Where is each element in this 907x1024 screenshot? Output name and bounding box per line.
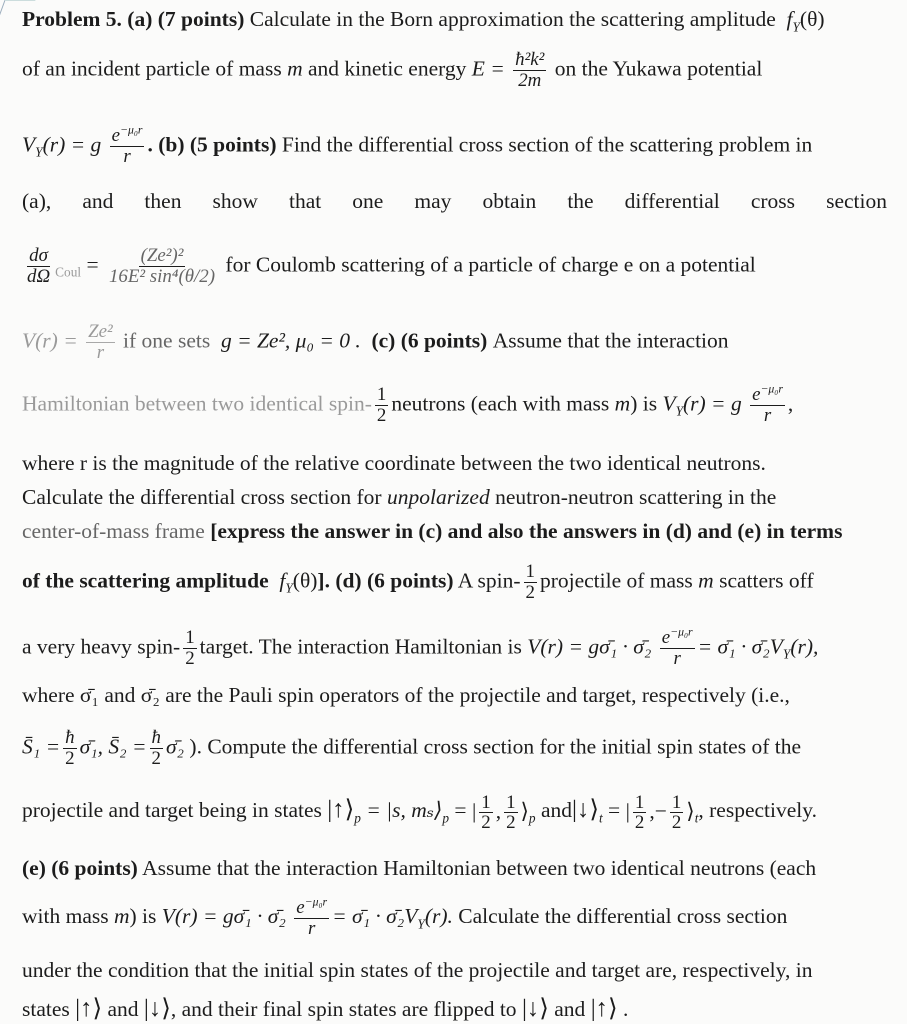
line5-text: for Coulomb scattering of a particle of charge e on a potential	[225, 252, 756, 277]
line13-text: where σ̄₁ and σ̄₂ are the Pauli spin operators of the projectile and target, respectively (i.e.,	[22, 683, 790, 707]
sub-p: p	[354, 810, 361, 826]
line18-text: under the condition that the initial spin states of the projectile and target are, respectively, in	[22, 958, 813, 982]
exp-sup: −μ₀r	[304, 895, 328, 909]
line6-v: V(r) =	[22, 328, 78, 353]
line2-c: on the Yukawa potential	[554, 56, 763, 81]
line7-a: Hamiltonian between two identical spin-	[22, 391, 372, 416]
line12-a: a very heavy spin-	[22, 634, 181, 659]
ket-sm: = |s, mₛ⟩	[366, 798, 443, 822]
word: show	[212, 189, 258, 213]
hbar-den: 2	[151, 747, 161, 769]
v-sub: Y	[35, 144, 43, 160]
line17-e: Calculate the differential cross section	[458, 904, 788, 928]
exp-base: e	[111, 125, 121, 146]
ket-half-half: | $\frac{1}{2}$ , $\frac{1}{2}$ ⟩	[471, 791, 529, 834]
dsigma-fraction	[25, 246, 52, 287]
line-6	[22, 322, 887, 363]
half-num: 1	[185, 627, 195, 648]
half-den: 2	[481, 812, 491, 834]
line17-v: V(r) = gσ̄₁ · σ̄₂	[161, 904, 286, 928]
line6-den: r	[96, 341, 105, 363]
f-symbol: f	[279, 568, 286, 593]
part-c-label: (c) (6 points)	[371, 328, 488, 353]
ket-half-minus-half: | $\frac{1}{2}$ ,− $\frac{1}{2}$ ⟩	[625, 791, 695, 834]
ket-up: |↑⟩	[327, 796, 355, 823]
half-den: 2	[634, 812, 645, 834]
yukawa-fraction	[660, 625, 695, 669]
sub-p: p	[442, 810, 450, 826]
line19-e: .	[623, 997, 629, 1021]
hbar-num: ħ	[65, 727, 75, 748]
exp-sup: −μ₀r	[760, 382, 783, 396]
part-e-label: (e) (6 points)	[22, 856, 138, 880]
theta-arg: (θ)	[292, 568, 318, 593]
mass-m: m	[287, 56, 303, 81]
exp-base: e	[661, 627, 671, 648]
line-2	[22, 50, 887, 91]
exp-den: r	[307, 917, 316, 939]
s1-lhs: S̄₁ =	[22, 734, 61, 759]
line6-num: Ze²	[88, 321, 113, 342]
half-fraction	[183, 628, 196, 669]
line7-c: ) is	[630, 391, 658, 416]
line11-b: ]. (d) (6 points)	[317, 568, 454, 593]
line7-b: neutrons (each with mass	[391, 391, 610, 416]
exp-sup: −μ₀r	[670, 625, 693, 639]
line12-v: V(r) = gσ̄₁ · σ̄₂	[527, 634, 652, 659]
dsigma-num: dσ	[29, 245, 48, 266]
half-den: 2	[506, 812, 516, 834]
half-den: 2	[525, 581, 535, 603]
word: obtain	[482, 189, 537, 213]
energy-eq: E =	[471, 56, 505, 81]
line11-e: scatters off	[719, 568, 814, 593]
exp-den: r	[123, 145, 131, 167]
line14-b: ). Compute the differential cross section for the initial spin states of the	[189, 734, 802, 759]
s2-lhs: σ̄₁, S̄₂ =	[79, 734, 147, 759]
line-1	[22, 6, 887, 35]
coulomb-fraction	[107, 246, 217, 287]
line16-text: Assume that the interaction Hamiltonian between two identical neutrons (each	[142, 856, 817, 880]
hbar-half-fraction	[150, 728, 163, 769]
line-10	[22, 518, 887, 544]
hbar-num: ħ	[151, 727, 161, 748]
coulomb-den: 16E² sin⁴(θ/2)	[108, 265, 216, 287]
mass-m: m	[113, 904, 130, 928]
sub-t: t	[598, 810, 603, 826]
line-4	[22, 188, 887, 214]
line-17	[22, 896, 887, 938]
yukawa-fraction	[294, 895, 329, 939]
line15-b: , respectively.	[698, 798, 817, 822]
word: and	[82, 189, 114, 213]
line-19	[22, 996, 887, 1022]
line15-and: and	[540, 798, 573, 822]
line2-a: of an incident particle of mass	[22, 56, 282, 81]
part-b-text: Find the differential cross section of the scattering problem in	[281, 132, 813, 157]
yukawa-fraction	[110, 123, 145, 167]
coulomb-num: (Ze²)²	[140, 245, 184, 266]
half-num: 1	[376, 384, 387, 405]
ket-eq: =	[608, 798, 621, 822]
half-fraction	[375, 385, 388, 426]
line-5	[22, 246, 887, 287]
energy-den: 2m	[518, 69, 542, 91]
part-b-label: . (b) (5 points)	[147, 132, 277, 157]
line19-a: states	[22, 997, 70, 1021]
v-arg: (r) = g	[42, 132, 102, 157]
word: then	[144, 189, 182, 213]
line6-fraction	[86, 322, 115, 363]
hbar-den: 2	[65, 747, 75, 769]
word: that	[288, 189, 322, 213]
v-sub: Y	[782, 646, 791, 662]
f-sub: Y	[285, 580, 293, 596]
line-14	[22, 728, 887, 769]
hbar-half-fraction	[63, 728, 76, 769]
line17-c: = σ̄₁ · σ̄₂V	[332, 904, 418, 928]
half-num: 1	[671, 791, 682, 813]
half-num: 1	[506, 791, 516, 813]
f-sub: Y	[792, 19, 800, 35]
problem-heading: Problem 5. (a) (7 points)	[22, 7, 245, 31]
ket-eq: =	[454, 798, 467, 822]
half-num: 1	[481, 791, 491, 813]
word: may	[414, 189, 452, 213]
s2-rhs: σ̄₂	[165, 734, 185, 759]
v-lhs: V	[662, 391, 676, 416]
theta-arg: (θ)	[799, 7, 825, 31]
exp-sup: −μ₀r	[120, 123, 143, 137]
line9-a: Calculate the differential cross section for	[22, 485, 382, 509]
line17-d: (r).	[424, 904, 453, 928]
yukawa-fraction	[750, 382, 785, 426]
energy-fraction	[513, 50, 546, 91]
f-symbol: f	[786, 7, 793, 31]
v-lhs: V	[22, 132, 36, 157]
line-13	[22, 682, 887, 708]
ket-down: |↓⟩	[143, 995, 171, 1022]
line-15	[22, 790, 887, 833]
line2-b: and kinetic energy	[307, 56, 467, 81]
half-den: 2	[185, 647, 195, 669]
line10-a: center-of-mass frame	[22, 519, 205, 543]
exp-base: e	[296, 896, 305, 918]
line7-d: ,	[787, 391, 794, 416]
line12-b: target. The interaction Hamiltonian is	[199, 634, 522, 659]
line12-c: = σ̄₁ · σ̄₂V	[697, 634, 783, 659]
word: differential	[624, 189, 720, 213]
half-den: 2	[376, 404, 387, 426]
line19-b: and	[107, 997, 139, 1021]
line19-c: , and their final spin states are flipped to	[170, 997, 517, 1021]
coul-eq: =	[86, 252, 99, 277]
line19-d: and	[554, 997, 586, 1021]
line-3	[22, 123, 887, 167]
ket-down: |↓⟩	[521, 995, 549, 1022]
v-arg: (r) = g	[683, 391, 742, 416]
line9-unpolarized: unpolarized	[386, 485, 490, 509]
exp-den: r	[763, 404, 772, 426]
line6-a: if one sets	[123, 328, 211, 353]
coul-sub: Coul	[55, 264, 82, 280]
energy-num: ħ²k²	[515, 49, 545, 70]
line17-a: with mass	[22, 904, 109, 928]
mass-m: m	[698, 568, 714, 593]
line9-b: neutron-neutron scattering in the	[495, 485, 777, 509]
half-num: 1	[634, 791, 645, 813]
word: section	[826, 189, 887, 213]
line6-math: g = Ze², μ₀ = 0 .	[220, 328, 361, 353]
dsigma-den: dΩ	[27, 265, 51, 287]
exp-base: e	[752, 384, 761, 405]
line15-a: projectile and target being in states	[22, 798, 322, 822]
sub-p: p	[528, 810, 536, 826]
mass-m: m	[614, 391, 631, 416]
line11-a: of the scattering amplitude	[22, 568, 269, 593]
line11-c: A spin-	[457, 568, 521, 593]
line-12	[22, 625, 887, 669]
line-7	[22, 382, 887, 426]
half-fraction	[524, 562, 537, 603]
line-18	[22, 957, 887, 983]
half-num: 1	[525, 561, 535, 582]
v-sub: Y	[675, 403, 683, 419]
line10-b: [express the answer in (c) and also the answers in (d) and (e) in terms	[210, 519, 843, 543]
sub-t: t	[694, 810, 699, 826]
word: cross	[750, 189, 796, 213]
line-11	[22, 562, 887, 603]
ket-down: |↓⟩	[572, 796, 599, 823]
half-den: 2	[671, 812, 682, 834]
line12-d: (r),	[790, 634, 819, 659]
line11-d: projectile of mass	[539, 568, 693, 593]
line17-b: ) is	[129, 904, 157, 928]
word: the	[567, 189, 594, 213]
line-8	[22, 450, 887, 476]
part-a-text: Calculate in the Born approximation the scattering amplitude	[249, 7, 776, 31]
line-9	[22, 484, 887, 510]
v-sub: Y	[417, 916, 425, 932]
word: (a),	[22, 189, 52, 213]
ket-up: |↑⟩	[590, 995, 618, 1022]
exp-den: r	[673, 647, 681, 669]
line6-b: Assume that the interaction	[492, 328, 729, 353]
line-16	[22, 855, 887, 881]
word: one	[352, 189, 384, 213]
ket-up: |↑⟩	[75, 995, 103, 1022]
line8-text: where r is the magnitude of the relative coordinate between the two identical neutrons.	[22, 451, 766, 475]
